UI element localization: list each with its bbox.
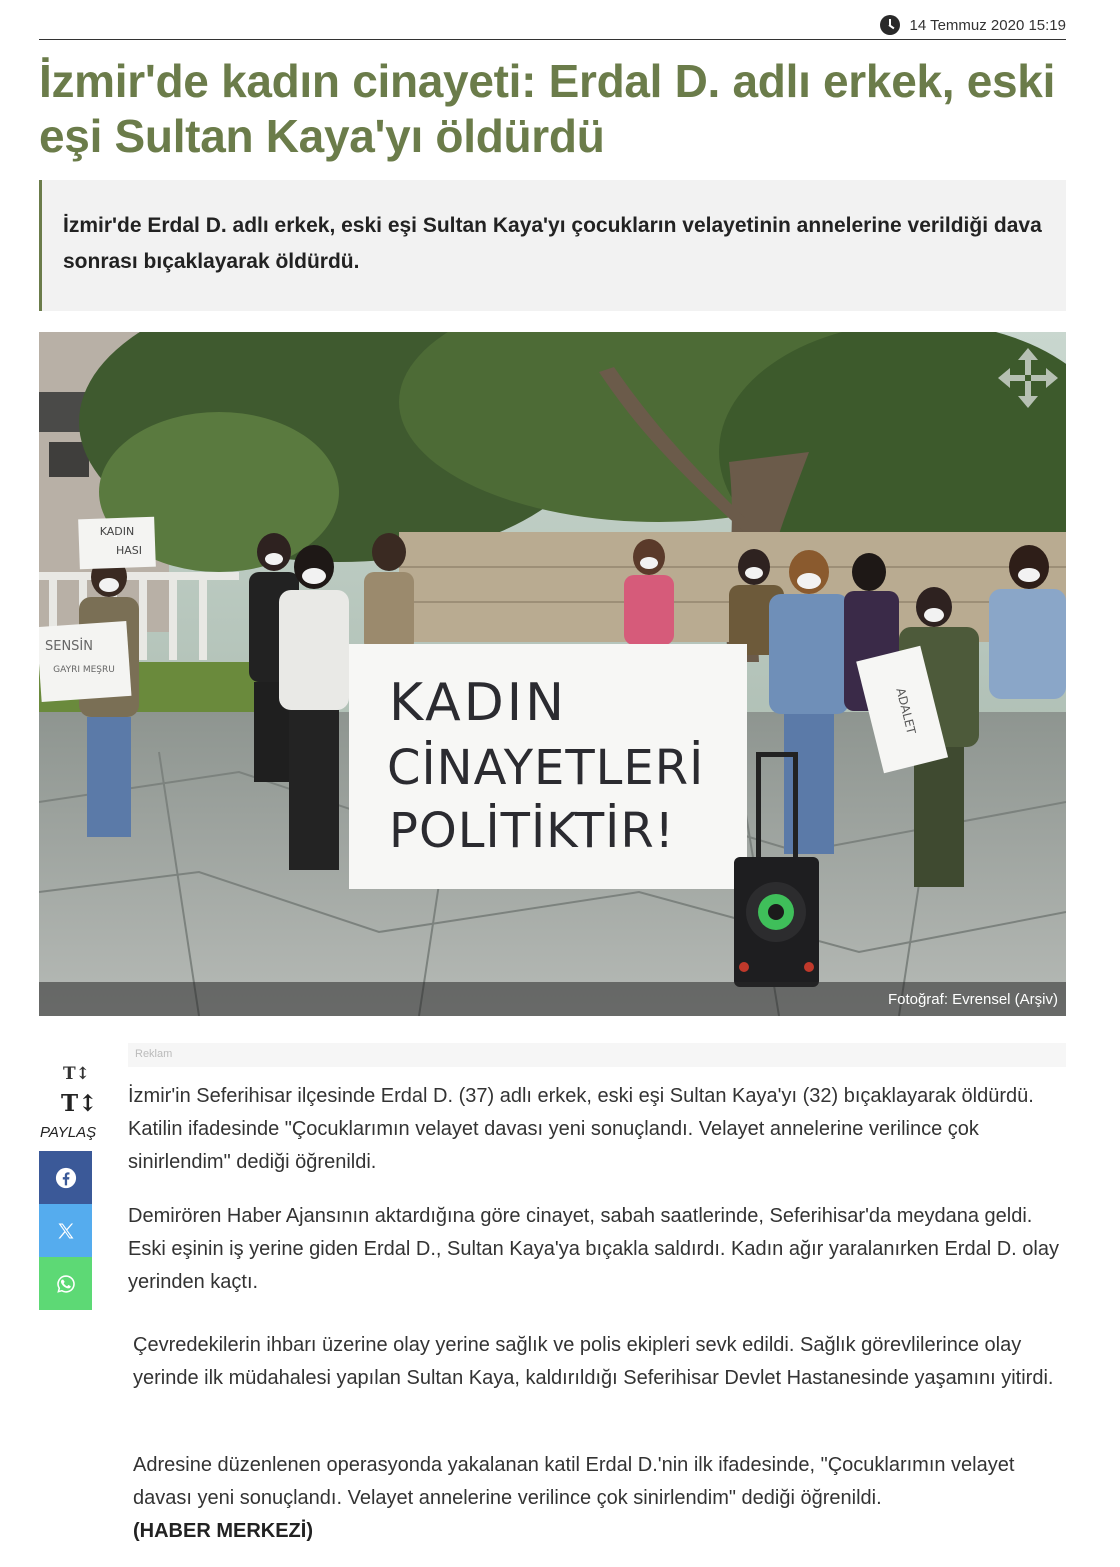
photo-caption: Fotoğraf: Evrensel (Arşiv): [887, 991, 1058, 1008]
x-icon: [56, 1221, 76, 1241]
banner-line2: CİNAYETLERİ: [387, 740, 705, 796]
clock-icon: [880, 15, 900, 35]
publish-date: [880, 15, 1067, 35]
article-paragraph-2: Demirören Haber Ajansının aktardığına göre cinayet, sabah saatlerinde, Seferihisar'da meydana geldi. Eski eşinin iş yerine giden Erdal D., Sultan Kaya'ya bıçakla saldırdı. Kadın ağır yaralanırken Erdal D. olay yerinden kaçtı.: [128, 1205, 1059, 1293]
banner-line1: KADIN: [389, 673, 568, 733]
share-label: PAYLAŞ: [40, 1124, 97, 1141]
banner-line3: POLİTİKTİR!: [389, 803, 675, 859]
sign-middle-line1: SENSİN: [44, 639, 94, 654]
decrease-font-button[interactable]: T↕: [63, 1064, 90, 1084]
whatsapp-share-button[interactable]: [39, 1257, 92, 1310]
article-paragraph-3: Çevredekilerin ihbarı üzerine olay yerine sağlık ve polis ekipleri sevk edildi. Sağlık görevlilerince olay yerinde ilk müdahalesi yapılan Sultan Kaya, kaldırıldığı Seferihisar Devlet Hastanesinde yaşamını yitirdi.: [133, 1334, 1054, 1389]
publish-date-text: 14 Temmuz 2020 15:19: [909, 16, 1066, 34]
article-paragraph-4: Adresine düzenlenen operasyonda yakalanan katil Erdal D.'nin ilk ifadesinde, "Çocuklarımın velayet davası yeni sonuçlandı. Velayet annelerine verilince çok sinirlendim" dediği öğrenildi.: [133, 1454, 1015, 1509]
sign-right-text: ADALET: [893, 686, 919, 736]
facebook-share-button[interactable]: [39, 1151, 92, 1204]
article-signoff: (HABER MERKEZİ): [133, 1520, 313, 1542]
sign-left-line2: HASI: [115, 544, 143, 557]
whatsapp-icon: [55, 1273, 77, 1295]
article-summary-text: İzmir'de Erdal D. adlı erkek, eski eşi Sultan Kaya'yı çocukların velayetinin annelerine verildiği dava sonrası bıçaklayarak öldürdü.: [63, 214, 1042, 273]
article-paragraph-4-block: [133, 1449, 1073, 1548]
protest-photo-illustration: [39, 332, 1066, 1016]
ad-slot[interactable]: [128, 1043, 1066, 1067]
article-paragraph-1: İzmir'in Seferihisar ilçesinde Erdal D. (37) adlı erkek, eski eşi Sultan Kaya'yı (32) bıçaklayarak öldürdü. Katilin ifadesinde "Çocuklarımın velayet davası yeni sonuçlandı. Velayet annelerine verilince çok sinirlendim" dediği öğrenildi.: [128, 1085, 1034, 1173]
article-photo[interactable]: [39, 332, 1066, 1016]
ad-label: Reklam: [135, 1048, 173, 1060]
article-meta-bar: [39, 14, 1066, 40]
sign-middle-line2: GAYRI MEŞRU: [53, 665, 115, 675]
move-icon[interactable]: [996, 346, 1060, 410]
x-share-button[interactable]: [39, 1204, 92, 1257]
increase-font-button[interactable]: T↕: [61, 1090, 98, 1117]
sign-left-line1: KADIN: [99, 525, 135, 538]
article-title: İzmir'de kadın cinayeti: Erdal D. adlı erkek, eski eşi Sultan Kaya'yı öldürdü: [39, 55, 1056, 162]
facebook-icon: [55, 1167, 77, 1189]
article-summary: [39, 180, 1066, 311]
